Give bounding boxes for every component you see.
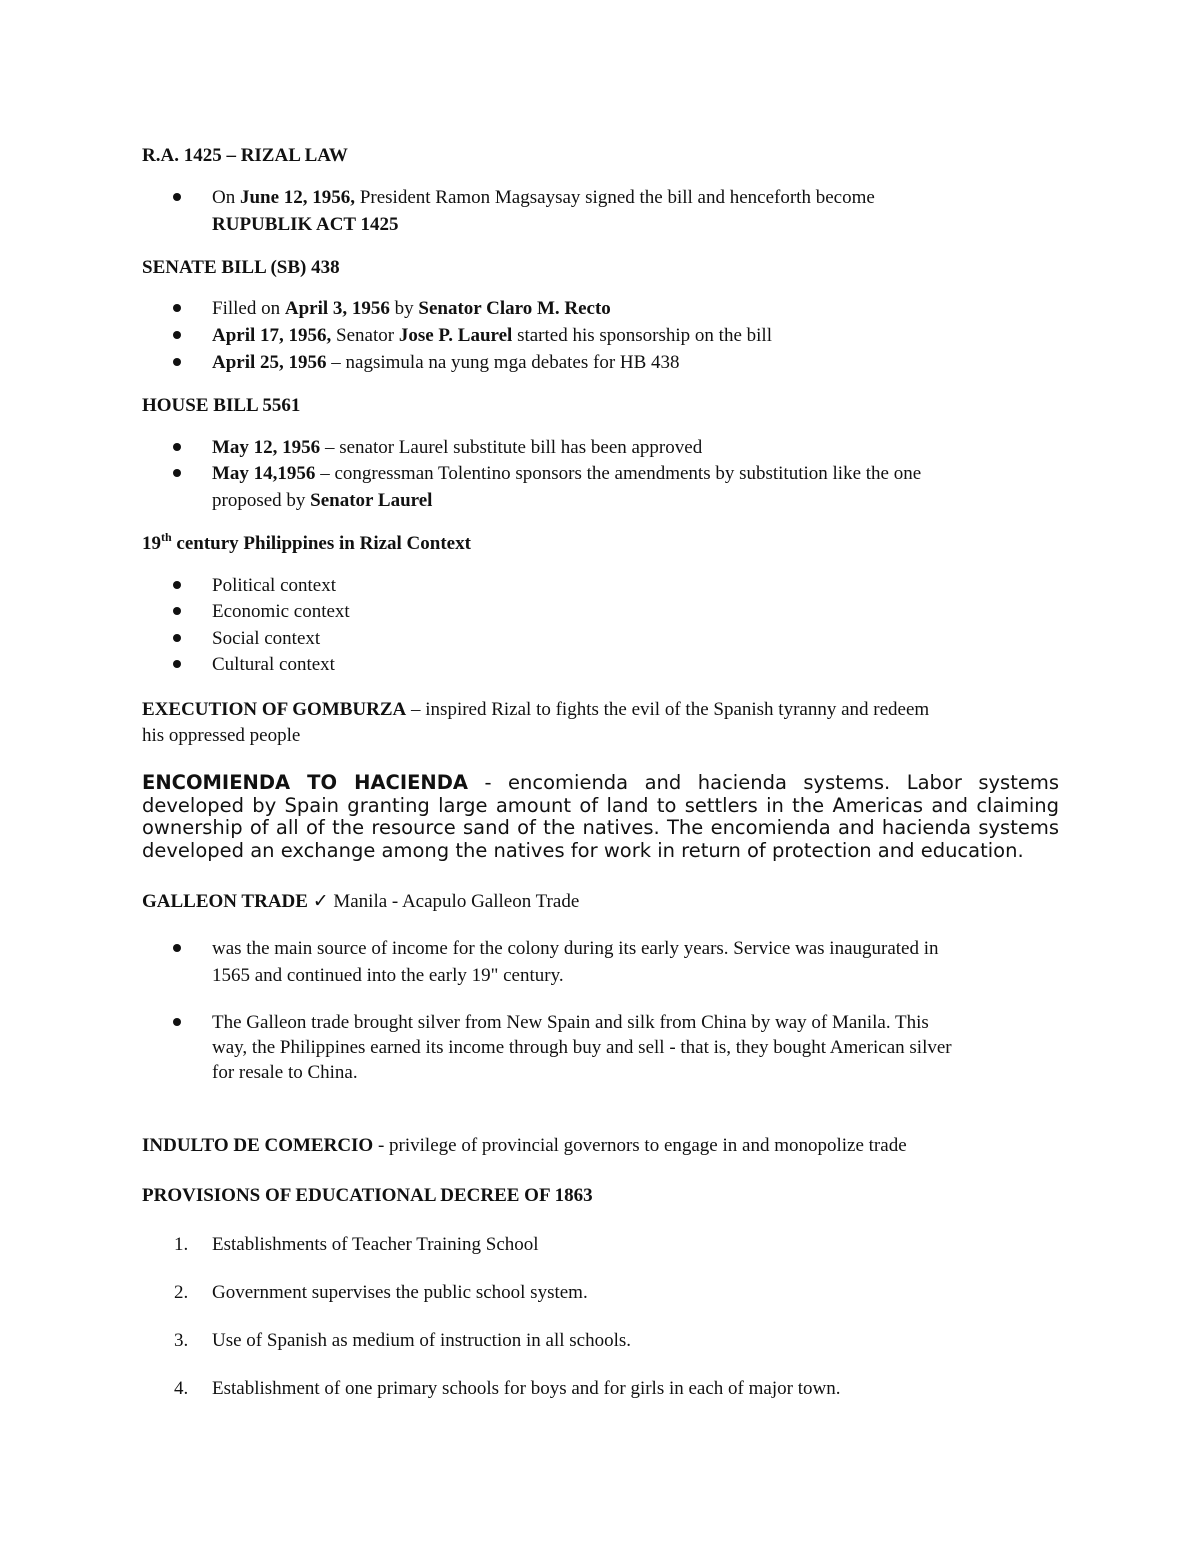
bullet-icon xyxy=(173,607,181,615)
list-item: On June 12, 1956, President Ramon Magsaysay signed the bill and henceforth become xyxy=(212,187,875,208)
paragraph-gomburza: EXECUTION OF GOMBURZA – inspired Rizal to fights the evil of the Spanish tyranny and redeem xyxy=(142,699,930,720)
list-item: Social context xyxy=(212,628,321,649)
bullet-icon xyxy=(173,1018,181,1026)
bullet-icon xyxy=(173,443,181,451)
list-item: Government supervises the public school system. xyxy=(212,1282,588,1303)
heading-educational-decree: PROVISIONS OF EDUCATIONAL DECREE OF 1863 xyxy=(142,1185,593,1206)
list-number: 2. xyxy=(174,1282,189,1303)
list-item: May 12, 1956 – senator Laurel substitute bill has been approved xyxy=(212,437,703,458)
list-item: May 14,1956 – congressman Tolentino sponsors the amendments by substitution like the one xyxy=(212,463,922,484)
heading-house-bill: HOUSE BILL 5561 xyxy=(142,395,301,416)
list-item-continuation: for resale to China. xyxy=(212,1062,358,1083)
bullet-icon xyxy=(173,193,181,201)
paragraph-gomburza-continuation: his oppressed people xyxy=(142,725,301,746)
checkmark-icon: ✓ xyxy=(312,891,329,912)
list-item: Establishments of Teacher Training School xyxy=(212,1234,539,1255)
list-item-continuation: RUPUBLIK ACT 1425 xyxy=(212,214,399,235)
list-item-continuation: proposed by Senator Laurel xyxy=(212,490,433,511)
list-item: Establishment of one primary schools for boys and for girls in each of major town. xyxy=(212,1378,841,1399)
list-item: Political context xyxy=(212,575,337,596)
heading-senate-bill: SENATE BILL (SB) 438 xyxy=(142,257,340,278)
list-item-continuation: 1565 and continued into the early 19" century. xyxy=(212,965,564,986)
list-item: Cultural context xyxy=(212,654,335,675)
list-item: was the main source of income for the colony during its early years. Service was inaugurated in xyxy=(212,938,939,959)
heading-19th-century: 19th century Philippines in Rizal Context xyxy=(142,530,471,554)
list-item: Filled on April 3, 1956 by Senator Claro M. Recto xyxy=(212,298,611,319)
bullet-icon xyxy=(173,331,181,339)
list-item: April 17, 1956, Senator Jose P. Laurel started his sponsorship on the bill xyxy=(212,325,772,346)
list-item-continuation: way, the Philippines earned its income through buy and sell - that is, they bought American silver xyxy=(212,1037,952,1058)
bullet-icon xyxy=(173,469,181,477)
heading-galleon-trade: GALLEON TRADE ✓ Manila - Acapulo Galleon Trade xyxy=(142,891,580,912)
heading-rizal-law: R.A. 1425 – RIZAL LAW xyxy=(142,145,348,166)
list-item: The Galleon trade brought silver from New Spain and silk from China by way of Manila. This xyxy=(212,1012,929,1033)
paragraph-indulto: INDULTO DE COMERCIO - privilege of provincial governors to engage in and monopolize trade xyxy=(142,1135,907,1156)
list-number: 1. xyxy=(174,1234,189,1255)
list-item: April 25, 1956 – nagsimula na yung mga debates for HB 438 xyxy=(212,352,680,373)
list-item: Use of Spanish as medium of instruction in all schools. xyxy=(212,1330,632,1351)
bullet-icon xyxy=(173,944,181,952)
list-number: 4. xyxy=(174,1378,189,1399)
list-item: Economic context xyxy=(212,601,350,622)
bullet-icon xyxy=(173,660,181,668)
paragraph-encomienda: ENCOMIENDA TO HACIENDA - encomienda and hacienda systems. Labor systems developed by Spain granting large amount of land to settlers in the Americas and claiming ownership of all of the resource sand of the natives. The encomienda and hacienda systems developed an exchange among the natives for work in return of protection and education. xyxy=(142,771,1059,862)
bullet-icon xyxy=(173,581,181,589)
list-number: 3. xyxy=(174,1330,189,1351)
bullet-icon xyxy=(173,304,181,312)
bullet-icon xyxy=(173,358,181,366)
bullet-icon xyxy=(173,634,181,642)
